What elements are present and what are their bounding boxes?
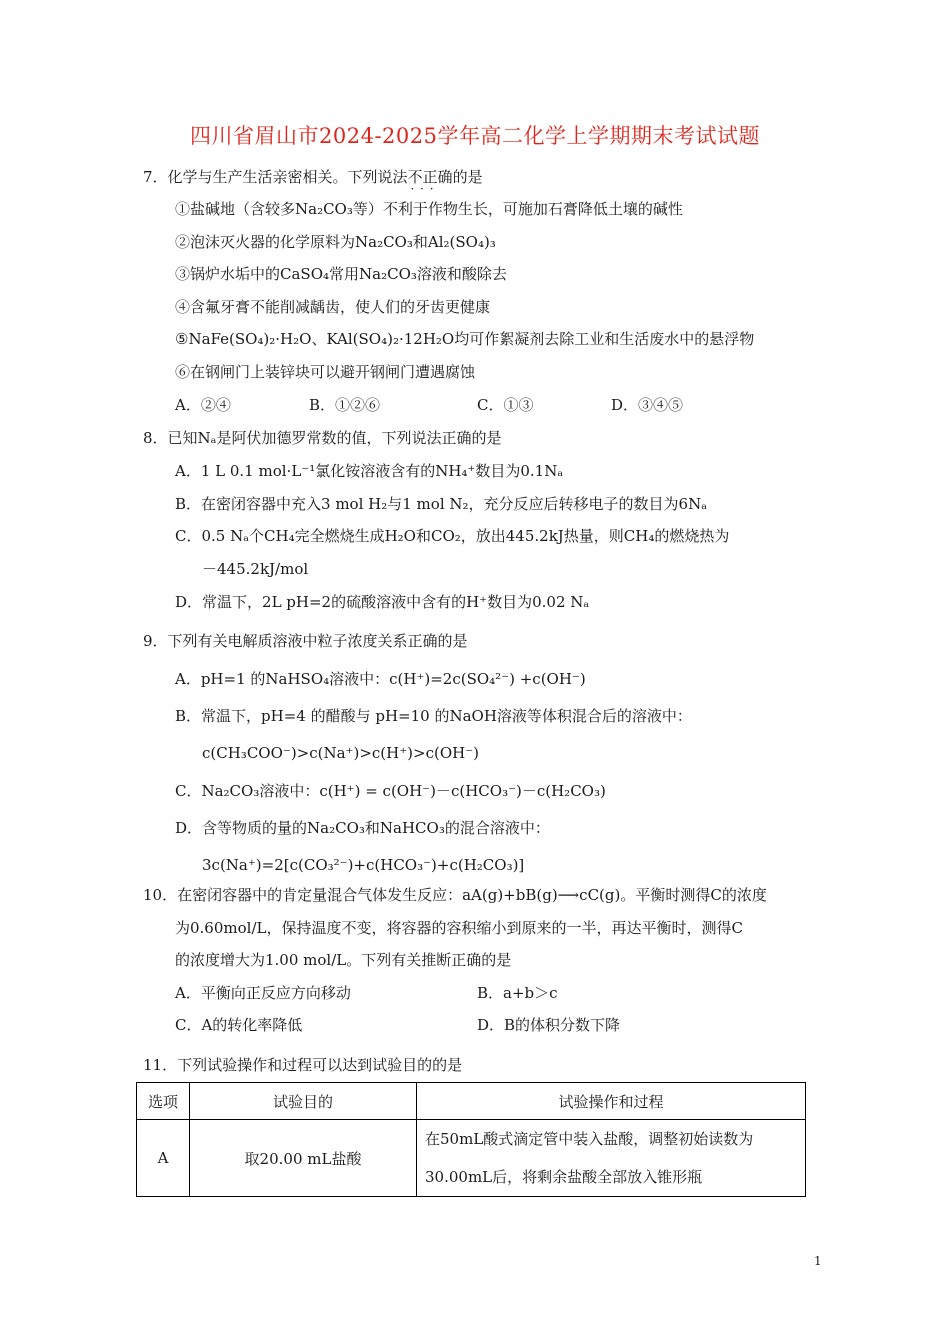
- q10-option-c: C．A的转化率降低: [175, 1016, 303, 1034]
- page-number: 1: [814, 1254, 822, 1268]
- q7-item-3: ③锅炉水垢中的CaSO₄常用Na₂CO₃溶液和酸除去: [175, 265, 507, 283]
- q9-option-a: A．pH=1 的NaHSO₄溶液中：c(H⁺)=2c(SO₄²⁻) +c(OH⁻): [175, 670, 586, 688]
- q7-item-2: ②泡沫灭火器的化学原料为Na₂CO₃和Al₂(SO₄)₃: [175, 233, 496, 251]
- q10-line-2: 为0.60mol/L，保持温度不变，将容器的容积缩小到原来的一半，再达平衡时，测得C: [175, 919, 743, 937]
- q7-option-b: B．①②⑥: [309, 396, 381, 414]
- q8-option-b: B．在密闭容器中充入3 mol H₂与1 mol N₂，充分反应后转移电子的数目为6Nₐ: [175, 495, 707, 513]
- table-row: [137, 1120, 806, 1197]
- table-cell-option: A: [137, 1120, 190, 1197]
- table-header-purpose: 试验目的: [190, 1083, 417, 1120]
- q7-option-d: D．③④⑤: [611, 396, 684, 414]
- q7-item-5: ⑤NaFe(SO₄)₂·H₂O、KAl(SO₄)₂·12H₂O均可作絮凝剂去除工业和生活废水中的悬浮物: [175, 330, 755, 348]
- q11-experiment-table: [136, 1082, 806, 1197]
- q7-option-c: C．①③: [477, 396, 534, 414]
- page-title: 四川省眉山市2024-2025学年高二化学上学期期末考试试题: [190, 124, 760, 148]
- q9-option-d-line2: 3c(Na⁺)=2[c(CO₃²⁻)+c(HCO₃⁻)+c(H₂CO₃)]: [202, 856, 525, 874]
- q8-option-c-line2: －445.2kJ/mol: [202, 560, 309, 578]
- q7-item-4: ④含氟牙膏不能削减龋齿，使人们的牙齿更健康: [175, 298, 491, 316]
- table-cell-procedure: 在50mL酸式滴定管中装入盐酸，调整初始读数为30.00mL后，将剩余盐酸全部放入锥形瓶: [417, 1120, 806, 1197]
- q7-option-a: A．②④: [175, 396, 231, 414]
- q8-option-a: A．1 L 0.1 mol·L⁻¹氯化铵溶液含有的NH₄⁺数目为0.1Nₐ: [175, 462, 564, 480]
- q9-option-b-line1: B．常温下，pH=4 的醋酸与 pH=10 的NaOH溶液等体积混合后的溶液中：: [175, 707, 692, 725]
- q7-stem-after: 的是: [452, 168, 483, 186]
- q10-line-3: 的浓度增大为1.00 mol/L。下列有关推断正确的是: [175, 951, 512, 969]
- q10-line-1: 10．在密闭容器中的肯定量混合气体发生反应：aA(g)+bB(g)⟶cC(g)。平衡时测得C的浓度: [143, 886, 767, 904]
- table-cell-purpose: 取20.00 mL盐酸: [190, 1120, 417, 1197]
- q7-stem-emphasis: 不正确 · · ·: [408, 168, 453, 186]
- q8-option-c-line1: C．0.5 Nₐ个CH₄完全燃烧生成H₂O和CO₂，放出445.2kJ热量，则CH₄的燃烧热为: [175, 527, 730, 545]
- q7-stem-before: 7．化学与生产生活亲密相关。下列说法: [143, 168, 408, 186]
- q9-option-b-line2: c(CH₃COO⁻)>c(Na⁺)>c(H⁺)>c(OH⁻): [202, 744, 479, 762]
- q8-option-d: D．常温下，2L pH=2的硫酸溶液中含有的H⁺数目为0.02 Nₐ: [175, 593, 590, 611]
- q7-stem: [143, 167, 483, 187]
- table-header-procedure: 试验操作和过程: [417, 1083, 806, 1120]
- table-header-option: 选项: [137, 1083, 190, 1120]
- q7-item-1: ①盐碱地（含较多Na₂CO₃等）不利于作物生长，可施加石膏降低土壤的碱性: [175, 200, 683, 218]
- q10-option-d: D．B的体积分数下降: [477, 1016, 621, 1034]
- q9-option-c: C．Na₂CO₃溶液中：c(H⁺) = c(OH⁻)－c(HCO₃⁻)－c(H₂CO₃): [175, 782, 606, 800]
- q8-stem: 8．已知Nₐ是阿伏加德罗常数的值，下列说法正确的是: [143, 429, 502, 447]
- q10-option-b: B．a+b＞c: [477, 984, 558, 1002]
- table-header-row: [137, 1083, 806, 1120]
- q9-option-d-line1: D．含等物质的量的Na₂CO₃和NaHCO₃的混合溶液中：: [175, 819, 550, 837]
- q10-option-a: A．平衡向正反应方向移动: [175, 984, 351, 1002]
- q9-stem: 9．下列有关电解质溶液中粒子浓度关系正确的是: [143, 632, 468, 650]
- q7-item-6: ⑥在钢闸门上装锌块可以避开钢闸门遭遇腐蚀: [175, 363, 476, 381]
- q11-stem: 11．下列试验操作和过程可以达到试验目的的是: [143, 1056, 463, 1074]
